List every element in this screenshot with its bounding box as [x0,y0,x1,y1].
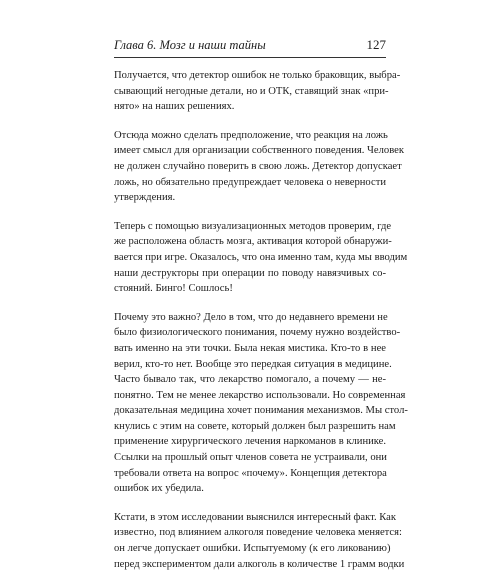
paragraph [114,68,401,115]
paragraph [114,219,408,297]
text-line: ложь, но обязательно предупреждает человека о неверности [114,176,386,188]
text-line: имеет смысл для организации собственного поведения. Человек [114,145,404,157]
text-line: верил, кто-то нет. Вообще это передкая ситуация в медицине. [114,358,392,370]
text-line: Кстати, в этом исследовании выяснился интересный факт. Как [114,511,397,523]
text-line: доказательная медицина хочет понимания механизмов. Мы стол- [114,405,408,417]
text-line: было физиологического понимания, почему нужно воздейство- [114,327,401,339]
text-line: Теперь с помощью визуализационных методов проверим, где [114,220,392,232]
text-line: кнулись с этим на совете, который должен был разрешить нам [114,420,396,432]
text-line: Часто бывало так, что лекарство помогало, а почему — не- [114,374,386,386]
text-line: Ссылки на прошлый опыт членов совета не устраивали, они [114,452,387,464]
text-line: ошибок их убедила. [114,483,204,495]
text-line: вается при игре. Оказалось, что она именно там, куда мы вводим [114,251,408,263]
text-line: применение хирургического лечения наркоманов в клинике. [114,436,387,448]
header-rule [114,57,386,58]
chapter-title: Глава 6. Мозг и наши тайны [114,38,266,52]
body-text [114,68,408,585]
text-line: понятно. Тем не менее лекарство использовали. Но современная [114,389,406,401]
text-line: перед экспериментом дали алкоголь в количестве 1 грамм водки [114,558,405,570]
text-line: Почему это важно? Дело в том, что до недавнего времени не [114,311,388,323]
paragraph [114,310,408,497]
running-header [114,36,386,54]
paragraph [114,510,405,572]
text-line: Получается, что детектор ошибок не только браковщик, выбра- [114,70,401,81]
text-line: же расположена область мозга, активация которой обнаружи- [114,236,392,248]
text-line: Отсюда можно сделать предположение, что реакция на ложь [114,129,388,141]
text-line: вать именно на эти точки. Была некая мистика. Кто-то в нее [114,342,386,354]
text-line: утверждения. [114,192,176,204]
text-line: сывающий негодные детали, но и ОТК, ставящий знак «при- [114,85,389,97]
text-line: не должен случайно поверить в свою ложь. Детектор допускает [114,160,402,172]
text-line: стояний. Бинго! Сошлось! [114,283,233,295]
text-line: нято» на наших решениях. [114,101,235,113]
text-line: наши деструкторы при операции по поводу навязчивых со- [114,267,386,279]
text-line: требовали ответа на вопрос «почему». Концепция детектора [114,467,387,479]
text-line: он легче допускает ошибки. Испытуемому (к его ликованию) [114,543,391,555]
paragraph [114,128,404,206]
page-number: 127 [366,37,386,52]
text-line: известно, под влиянием алкоголя поведение человека меняется: [114,527,402,539]
